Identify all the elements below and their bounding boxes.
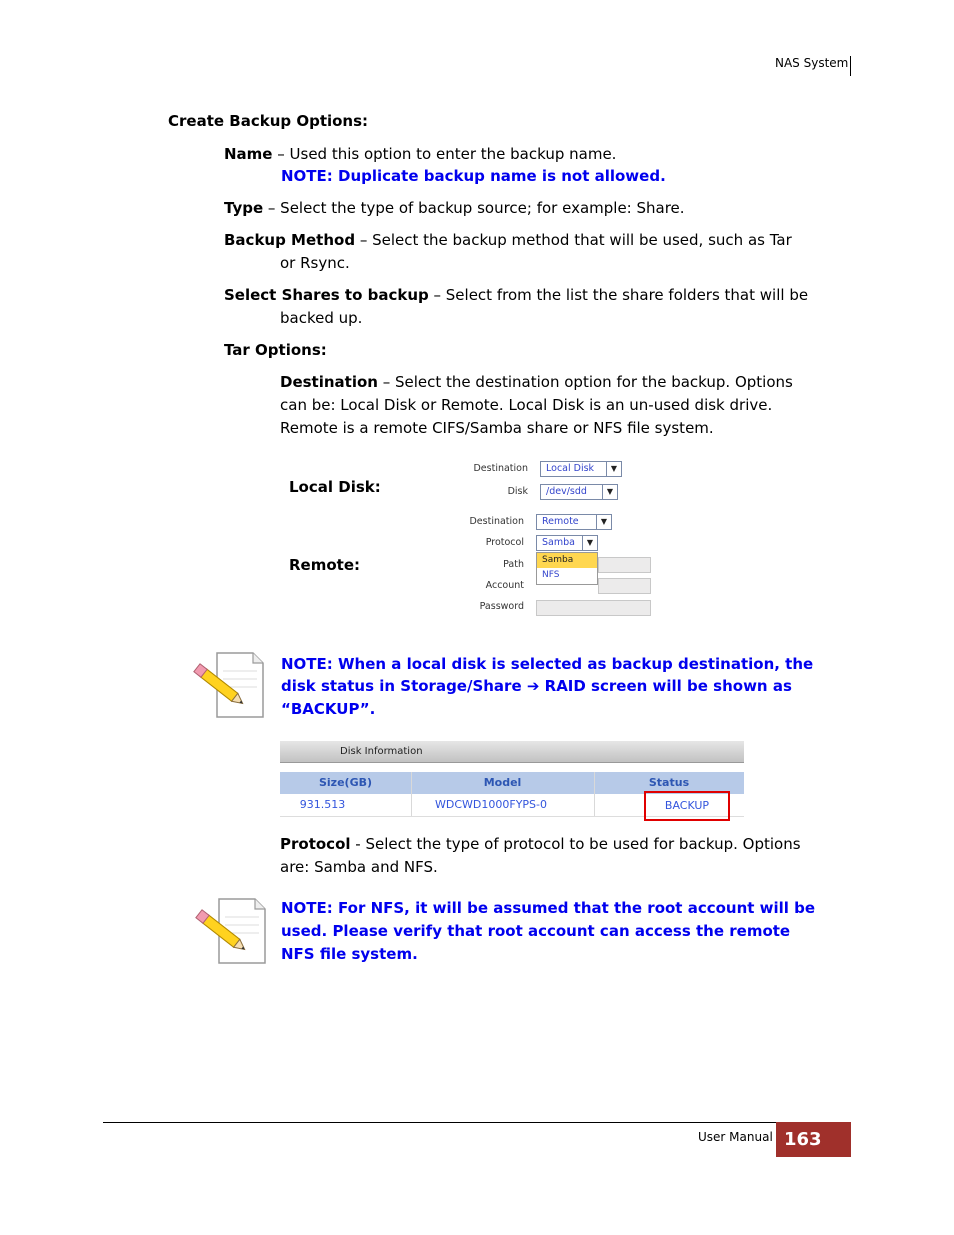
remote-protocol-value: Samba: [542, 537, 575, 548]
note1-line2: disk status in Storage/Share ➔ RAID screen will be shown as: [281, 677, 792, 695]
protocol-option-nfs[interactable]: NFS: [542, 570, 560, 580]
remote-password-input[interactable]: [536, 600, 651, 616]
column-header-model: Model: [483, 776, 522, 789]
local-disk-label: Local Disk:: [289, 478, 381, 496]
shares-term: Select Shares to backup: [224, 286, 429, 304]
cell-size: 931.513: [299, 798, 346, 811]
shares-option: [224, 284, 808, 307]
status-highlight-box: [644, 791, 730, 821]
remote-protocol-label: Protocol: [485, 537, 524, 548]
note1-line3: “BACKUP”.: [281, 700, 376, 718]
remote-destination-label: Destination: [469, 516, 524, 527]
local-disk-select[interactable]: [540, 484, 618, 500]
name-option: [224, 143, 616, 166]
remote-account-input[interactable]: [598, 578, 651, 594]
local-destination-value: Local Disk: [546, 463, 595, 474]
protocol-desc-cont: are: Samba and NFS.: [280, 858, 438, 876]
local-destination-label: Destination: [473, 463, 528, 474]
remote-destination-value: Remote: [542, 516, 579, 527]
destination-option: [280, 371, 793, 394]
column-header-status: Status: [648, 776, 690, 789]
type-desc: – Select the type of backup source; for example: Share.: [263, 199, 685, 217]
remote-account-label: Account: [485, 580, 524, 591]
note2-line1: NOTE: For NFS, it will be assumed that the root account will be: [281, 899, 816, 917]
shares-desc: – Select from the list the share folders that will be: [428, 286, 809, 304]
local-destination-select[interactable]: [540, 461, 622, 477]
footer-label: User Manual: [698, 1130, 773, 1144]
tar-heading: Tar Options:: [224, 341, 327, 359]
remote-protocol-select[interactable]: [536, 535, 598, 551]
header-section-label: NAS System: [775, 56, 849, 70]
cell-status: BACKUP: [664, 799, 710, 812]
local-disk-field-label: Disk: [507, 486, 528, 497]
remote-path-label: Path: [503, 559, 524, 570]
protocol-option: [280, 833, 801, 856]
disk-info-title: Disk Information: [280, 741, 744, 763]
note1-line1: NOTE: When a local disk is selected as backup destination, the: [281, 655, 814, 673]
pencil-note-icon: [193, 897, 268, 964]
page-number: 163: [776, 1122, 851, 1157]
remote-path-input[interactable]: [598, 557, 651, 573]
remote-destination-select[interactable]: [536, 514, 612, 530]
name-note: NOTE: Duplicate backup name is not allowed.: [281, 167, 666, 185]
method-desc-cont: or Rsync.: [280, 254, 350, 272]
protocol-dropdown-list: [536, 552, 598, 585]
note2-line3: NFS file system.: [281, 945, 418, 963]
shares-desc-cont: backed up.: [280, 309, 363, 327]
destination-desc-line3: Remote is a remote CIFS/Samba share or NFS file system.: [280, 419, 714, 437]
section-heading: Create Backup Options:: [168, 112, 369, 130]
footer-divider: [103, 1122, 851, 1123]
cell-model: WDCWD1000FYPS-0: [435, 798, 547, 811]
protocol-desc: - Select the type of protocol to be used for backup. Options: [350, 835, 801, 853]
local-disk-value: /dev/sdd: [546, 486, 587, 497]
chevron-down-icon: ▼: [582, 536, 597, 550]
type-option: [224, 197, 685, 220]
chevron-down-icon: ▼: [602, 485, 617, 499]
protocol-option-samba[interactable]: Samba: [537, 553, 597, 568]
destination-desc: – Select the destination option for the backup. Options: [377, 373, 793, 391]
method-term: Backup Method: [224, 231, 356, 249]
note2-line2: used. Please verify that root account can access the remote: [281, 922, 791, 940]
protocol-term: Protocol: [280, 835, 351, 853]
remote-password-label: Password: [479, 601, 524, 612]
pencil-note-icon: [191, 651, 266, 718]
destination-term: Destination: [280, 373, 378, 391]
type-term: Type: [224, 199, 264, 217]
remote-label: Remote:: [289, 556, 361, 574]
method-desc: – Select the backup method that will be used, such as Tar: [355, 231, 792, 249]
destination-desc-line2: can be: Local Disk or Remote. Local Disk is an un-used disk drive.: [280, 396, 773, 414]
method-option: [224, 229, 792, 252]
header-divider: [850, 56, 851, 76]
column-separator: [594, 772, 595, 816]
chevron-down-icon: ▼: [606, 462, 621, 476]
column-header-size: Size(GB): [318, 776, 373, 789]
chevron-down-icon: ▼: [596, 515, 611, 529]
name-term: Name: [224, 145, 273, 163]
name-desc: – Used this option to enter the backup name.: [272, 145, 617, 163]
